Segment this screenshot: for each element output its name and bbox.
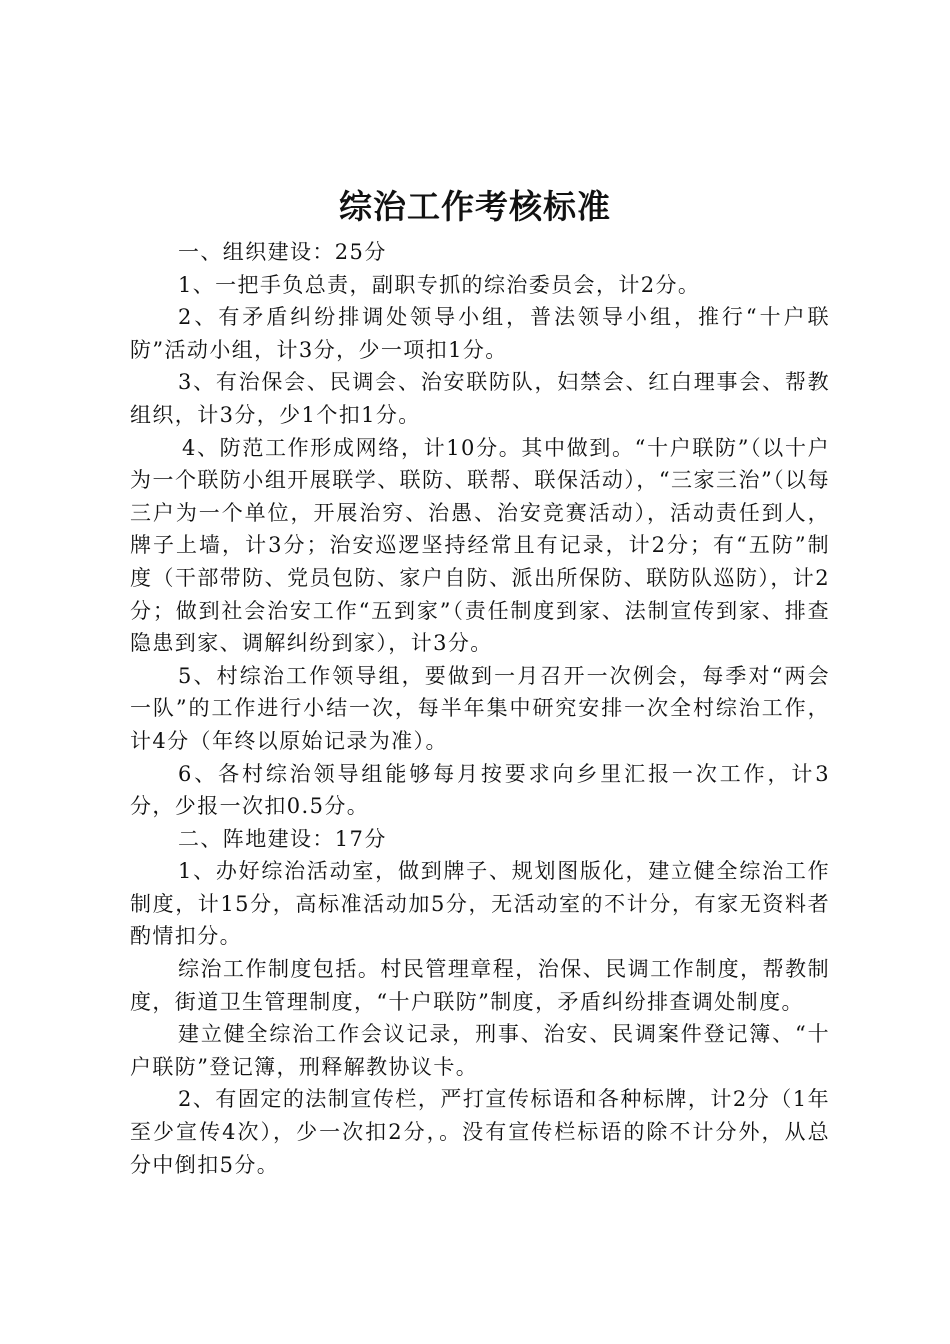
section-heading-facilities: 二、阵地建设：17分 [178,826,387,851]
document-title: 综治工作考核标准 [339,187,611,226]
section-heading-organization: 一、组织建设：25分 [178,240,387,264]
paragraph: 2、有固定的法制宣传栏，严打宣传标语和各种标牌，计2分（1年至少宣传4次），少一次扣2分，。没有宣传栏标语的除不计分外，从总分中倒扣5分。 [130,1087,830,1177]
paragraph: 3、有治保会、民调会、治安联防队，妇禁会、红白理事会、帮教组织，计3分，少1个扣1分。 [130,370,830,427]
document-body [130,236,830,1181]
paragraph: 4、防范工作形成网络，计10分。其中做到。“十户联防”（以十户为一个联防小组开展联学、联防、联帮、联保活动），“三家三治”（以每三户为一个单位，开展治穷、治愚、治安竞赛活动），活动责任到人，牌子上墙，计3分；治安巡逻坚持经常且有记录，计2分；有“五防”制度（干部带防、党员包防、家户自防、派出所保防、联防队巡防），计2分；做到社会治安工作“五到家”（责任制度到家、法制宣传到家、排查隐患到家、调解纠纷到家），计3分。 [130,435,830,656]
paragraph: 综治工作制度包括。村民管理章程，治保、民调工作制度，帮教制度，街道卫生管理制度，“十户联防”制度，矛盾纠纷排查调处制度。 [130,957,830,1014]
paragraph: 5、村综治工作领导组，要做到一月召开一次例会，每季对“两会一队”的工作进行小结一次，每半年集中研究安排一次全村综治工作，计4分（年终以原始记录为准）。 [130,663,830,753]
paragraph: 2、有矛盾纠纷排调处领导小组，普法领导小组，推行“十户联防”活动小组，计3分，少一项扣1分。 [130,305,830,362]
paragraph: 6、各村综治领导组能够每月按要求向乡里汇报一次工作，计3分，少报一次扣0.5分。 [130,761,830,819]
paragraph: 1、办好综治活动室，做到牌子、规划图版化，建立健全综治工作制度，计15分，高标准活动加5分，无活动室的不计分，有家无资料者酌情扣分。 [130,859,830,949]
paragraph: 建立健全综治工作会议记录，刑事、治安、民调案件登记簿、“十户联防”登记簿，刑释解教协议卡。 [130,1022,830,1079]
paragraph: 1、一把手负总责，副职专抓的综治委员会，计2分。 [178,272,701,297]
